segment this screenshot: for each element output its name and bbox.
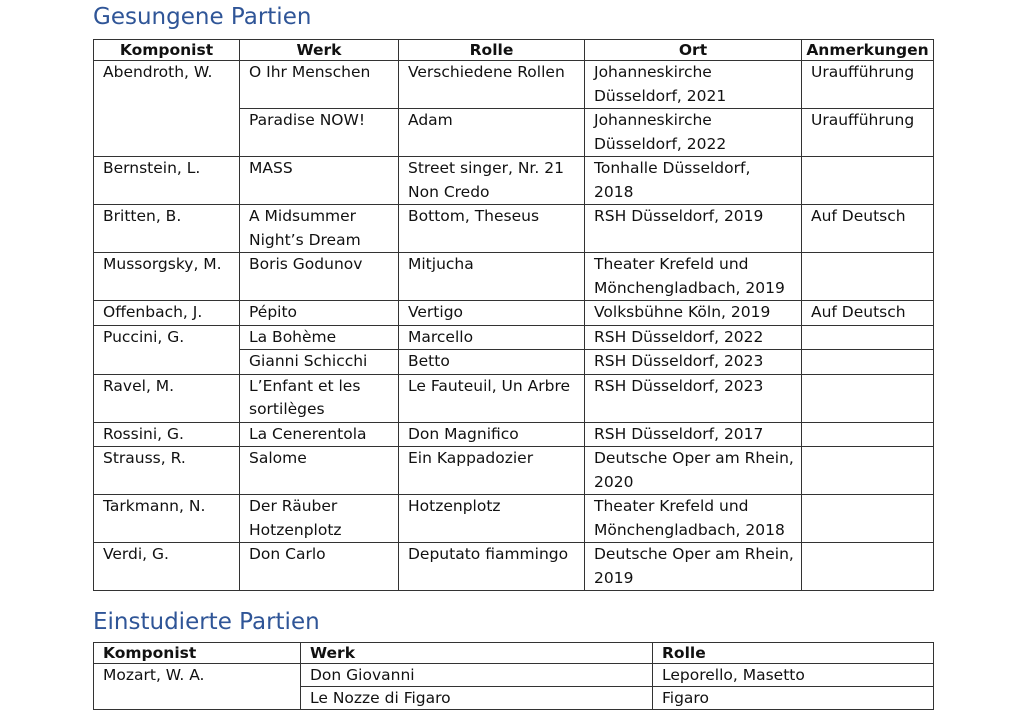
cell-ort: RSH Düsseldorf, 2023 [585, 374, 802, 422]
cell-rolle: Ein Kappadozier [399, 447, 585, 495]
cell-anmerkungen [802, 495, 934, 543]
header-werk: Werk [301, 643, 653, 664]
table-row [94, 664, 934, 687]
cell-komponist: Tarkmann, N. [94, 495, 240, 543]
cell-werk: A Midsummer Night’s Dream [240, 205, 399, 253]
table-row [94, 422, 934, 447]
cell-rolle: Hotzenplotz [399, 495, 585, 543]
table-row [94, 374, 934, 422]
cell-ort: RSH Düsseldorf, 2019 [585, 205, 802, 253]
cell-ort: Johanneskirche Düsseldorf, 2021 [585, 61, 802, 109]
cell-anmerkungen [802, 253, 934, 301]
cell-anmerkungen [802, 543, 934, 591]
cell-werk: Boris Godunov [240, 253, 399, 301]
cell-werk: Don Giovanni [301, 664, 653, 687]
cell-ort: Theater Krefeld und Mönchengladbach, 2019 [585, 253, 802, 301]
table-row [94, 61, 934, 109]
cell-komponist: Offenbach, J. [94, 301, 240, 326]
cell-ort: Deutsche Oper am Rhein, 2019 [585, 543, 802, 591]
cell-ort: RSH Düsseldorf, 2023 [585, 350, 802, 375]
cell-werk: Der Räuber Hotzenplotz [240, 495, 399, 543]
cell-anmerkungen: Auf Deutsch [802, 301, 934, 326]
table-row [94, 325, 934, 350]
cell-rolle: Vertigo [399, 301, 585, 326]
header-ort: Ort [585, 40, 802, 61]
cell-komponist: Rossini, G. [94, 422, 240, 447]
cell-komponist: Ravel, M. [94, 374, 240, 422]
cell-werk: La Cenerentola [240, 422, 399, 447]
sung-roles-table [93, 39, 934, 591]
cell-werk: Paradise NOW! [240, 109, 399, 157]
cell-komponist: Britten, B. [94, 205, 240, 253]
cell-rolle: Verschiedene Rollen [399, 61, 585, 109]
header-werk: Werk [240, 40, 399, 61]
cell-anmerkungen: Uraufführung [802, 109, 934, 157]
table-row [94, 205, 934, 253]
header-rolle: Rolle [653, 643, 934, 664]
cell-rolle: Leporello, Masetto [653, 664, 934, 687]
cell-komponist: Abendroth, W. [94, 61, 240, 157]
cell-rolle: Marcello [399, 325, 585, 350]
cell-rolle: Don Magnifico [399, 422, 585, 447]
cell-werk: MASS [240, 157, 399, 205]
cell-anmerkungen [802, 350, 934, 375]
cell-rolle: Betto [399, 350, 585, 375]
cell-komponist: Mussorgsky, M. [94, 253, 240, 301]
studied-roles-table [93, 642, 934, 710]
cell-rolle: Figaro [653, 687, 934, 710]
table-row [94, 157, 934, 205]
cell-werk: Le Nozze di Figaro [301, 687, 653, 710]
cell-werk: Gianni Schicchi [240, 350, 399, 375]
cell-rolle: Bottom, Theseus [399, 205, 585, 253]
header-anmerkungen: Anmerkungen [802, 40, 934, 61]
cell-anmerkungen [802, 447, 934, 495]
table-row [94, 543, 934, 591]
cell-ort: RSH Düsseldorf, 2017 [585, 422, 802, 447]
section-heading-sung: Gesungene Partien [93, 4, 312, 30]
cell-komponist: Strauss, R. [94, 447, 240, 495]
header-komponist: Komponist [94, 643, 301, 664]
cell-anmerkungen [802, 157, 934, 205]
cell-rolle: Le Fauteuil, Un Arbre [399, 374, 585, 422]
cell-rolle: Deputato fiammingo [399, 543, 585, 591]
cell-komponist: Puccini, G. [94, 325, 240, 374]
section-heading-studied: Einstudierte Partien [93, 609, 320, 635]
cell-rolle: Mitjucha [399, 253, 585, 301]
cell-ort: Theater Krefeld und Mönchengladbach, 2018 [585, 495, 802, 543]
cell-rolle: Adam [399, 109, 585, 157]
cell-ort: Volksbühne Köln, 2019 [585, 301, 802, 326]
cell-ort: Johanneskirche Düsseldorf, 2022 [585, 109, 802, 157]
cell-komponist: Mozart, W. A. [94, 664, 301, 710]
table-header-row [94, 40, 934, 61]
cell-werk: La Bohème [240, 325, 399, 350]
cell-anmerkungen [802, 422, 934, 447]
header-rolle: Rolle [399, 40, 585, 61]
cell-werk: O Ihr Menschen [240, 61, 399, 109]
cell-werk: L’Enfant et les sortilèges [240, 374, 399, 422]
cell-anmerkungen: Auf Deutsch [802, 205, 934, 253]
cell-werk: Don Carlo [240, 543, 399, 591]
table-row [94, 495, 934, 543]
cell-werk: Pépito [240, 301, 399, 326]
cell-komponist: Bernstein, L. [94, 157, 240, 205]
table-row [94, 253, 934, 301]
table-row [94, 301, 934, 326]
table-row [94, 447, 934, 495]
cell-komponist: Verdi, G. [94, 543, 240, 591]
table-header-row [94, 643, 934, 664]
cell-anmerkungen: Uraufführung [802, 61, 934, 109]
cell-rolle: Street singer, Nr. 21 Non Credo [399, 157, 585, 205]
cell-ort: RSH Düsseldorf, 2022 [585, 325, 802, 350]
cell-werk: Salome [240, 447, 399, 495]
cell-ort: Deutsche Oper am Rhein, 2020 [585, 447, 802, 495]
cell-anmerkungen [802, 325, 934, 350]
cell-anmerkungen [802, 374, 934, 422]
cell-ort: Tonhalle Düsseldorf, 2018 [585, 157, 802, 205]
header-komponist: Komponist [94, 40, 240, 61]
